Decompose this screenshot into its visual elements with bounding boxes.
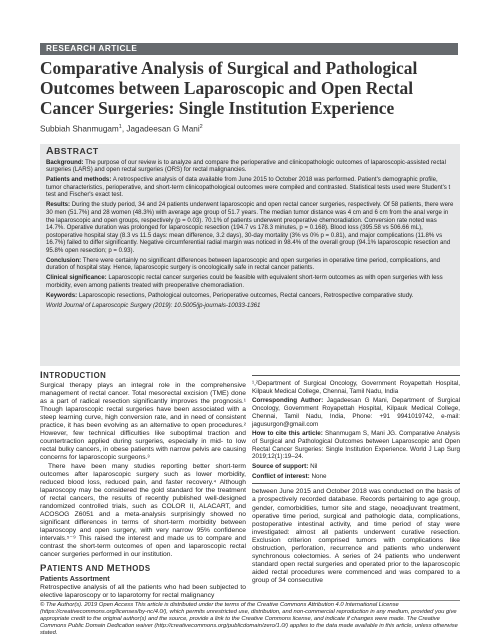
divider	[252, 483, 460, 484]
abstract-results: Results: During the study period, 34 and 24 patients underwent laparoscopic and open rectal cancer surgeries, respectively. Of 58 patients, there were 30 men (51.7%) and 28 women (48.3%) with average age group of 51.7 years. The median tumor distance was 4 cm and 6 cm from the anal verge in the laparoscopic and open groups, respectively (p = 0.03). 70.1% of patients underwent preoperative chemoradiation. Conversion rate noted was 14.7%. Operative duration was prolonged for laparoscopic resection (194.7 vs 178.3 minutes, p = 0.168). Blood loss (395.58 vs 506.66 mL), postoperative hospital stay (8.3 vs 11.5 days: mean difference, 3.2 days), 30-day mortality (3% vs 0% p = 0.81), and major complications (11.8% vs 16.7%) failed to differ significantly. Negative circumferential radial margin was noticed in 98.4% of the overall group (94.1% laparoscopic resection and 95.8% open resection; p = 0.93).	[46, 201, 454, 254]
abstract-clinical-significance: Clinical significance: Laparoscopic rectal cancer surgeries could be feasible with equivalent short-term outcomes as with open surgeries with less morbidity, even among patients treated with preoperative chemoradiation.	[46, 274, 443, 290]
introduction-paragraph: There have been many studies reporting better short-term outcomes after laparoscopic surgery such as lower morbidity, reduced blood loss, reduced pain, and faster recovery.⁴ Although laparoscopy may be considered the gold standard for the treatment of rectal cancers, the results of recently published well-designed randomized controlled trials, such as COLOR II, ALACART, and ACOSOG Z6051 and a meta-analysis surprisingly showed no significant differences in terms of short-term morbidity between laparoscopy and open surgery, with very narrow 95% confidence intervals.⁵⁻⁹ This raised the interest and made us to compare and contrast the short-term outcomes of open and laparoscopic rectal cancer surgeries performed in our institution.	[40, 462, 246, 559]
journal-citation[interactable]: World Journal of Laparoscopic Surgery (2019): 10.5005/jp-journals-10033-1361	[46, 302, 261, 310]
affiliation-note: ¹,²Department of Surgical Oncology, Government Royapettah Hospital, Kilpauk Medical College, Chennai, Tamil Nadu, India	[252, 380, 460, 395]
conflict-of-interest-note: Conflict of interest: None	[252, 472, 327, 480]
section-heading-methods: PATIENTS AND METHODS	[40, 563, 151, 575]
abstract-heading: ABSTRACT	[46, 145, 99, 157]
corresponding-author-note: Corresponding Author: Jagadeesan G Mani, Department of Surgical Oncology, Government Royapettah Hospital, Kilpauk Medical College, Chennai, Tamil Nadu, India, Phone: +91 9941019742, e-mail: jagusurgon@gmail.com	[252, 397, 461, 428]
abstract-keywords: Keywords: Laparoscopic resections, Pathological outcomes, Perioperative outcomes, Rectal cancers, Retrospective comparative study.	[46, 292, 414, 300]
author-name[interactable]: Jagadeesan G Mani	[126, 124, 200, 134]
article-type-banner: RESEARCH ARTICLE	[40, 43, 458, 55]
article-title: Comparative Analysis of Surgical and Pathological Outcomes between Laparoscopic and Open Rectal Cancer Surgeries: Single Institution Experience	[40, 58, 418, 118]
author-list	[40, 124, 203, 134]
abstract-box	[40, 144, 460, 366]
abstract-methods: Patients and methods: A retrospective analysis of data available from June 2015 to October 2018 was performed. Patient's demographic profile, tumor characteristics, perioperative, and short-term clinicopathological outcomes were compiled and contrasted. Statistical tests used were Student's t test and Fischer's exact test.	[46, 176, 451, 199]
left-column	[40, 372, 246, 600]
author-affiliation-mark: 2	[199, 124, 203, 130]
right-column	[252, 372, 460, 585]
source-of-support-note: Source of support: Nil	[252, 463, 318, 471]
abstract-background: Background: The purpose of our review is to analyze and compare the perioperative and clinicopathologic outcomes of laparoscopic-assisted rectal surgeries (LARS) and open rectal surgeries (ORS) for rectal malignancies.	[46, 158, 446, 174]
divider	[252, 375, 460, 376]
license-footer: © The Author(s). 2019 Open Access This article is distributed under the terms of the Creative Commons Attribution 4.0 International License (https://creativecommons.org/licenses/by-nc/4.0/), which permits unrestricted use, distribution, and non-commercial reproduction in any medium, provided you give appropriate credit to the original author(s) and the source, provide a link to the Creative Commons license, and indicate if changes were made. The Creative Commons Public Domain Dedication waiver (http://creativecommons.org/publicdomain/zero/1.0/) applies to the data made available in this article, unless otherwise stated.	[40, 600, 460, 637]
author-affiliation-mark: 1	[118, 124, 122, 130]
introduction-paragraph: Surgical therapy plays an integral role in the comprehensive management of rectal cancer. Total mesorectal excision (TME) done as a part of radical resection significantly improves the prognosis.¹ Though laparoscopic rectal surgeries have been associated with a steep learning curve, high conversion rate, and in need of consistent practice, it has been evolving as an alternative to open procedures.² However, few technical difficulties like suboptimal traction and countertraction applied during surgeries, especially in mid- to low rectal bulky cancers, in obese patients with narrow pelvis are causing concerns for laparoscopic surgeons.³	[40, 382, 246, 462]
methods-continued-paragraph: between June 2015 and October 2018 was conducted on the basis of a prospectively recorded database. Records pertaining to age group, gender, comorbidities, tumor site and stage, neoadjuvant treatment, operative time period, surgical and pathologic data, complications, postoperative intestinal activity, and time period of stay were investigated: almost all patients underwent curative resection. Exclusion criterion comprised tumors with complications like obstruction, perforation, recurrence and patients who underwent synchronous colectomies. A series of 24 patients who underwent standard open rectal surgeries and operated prior to the laparoscopic aided rectal procedures were commenced and was compared to a group of 34 consecutive	[252, 488, 460, 584]
author-separator: ,	[121, 124, 127, 134]
subsection-heading: Patients Assortment	[40, 574, 110, 584]
methods-paragraph: Retrospective analysis of all the patients who had been subjected to elective laparoscopy or to laparotomy for rectal malignancy	[40, 584, 246, 600]
how-to-cite-note: How to cite this article: Shanmugam S, Mani JG. Comparative Analysis of Surgical and Pathological Outcomes between Laparoscopic and Open Rectal Cancer Surgeries: Single Institution Experience. World J Lap Surg 2019;12(1):19–24.	[252, 430, 460, 461]
section-heading-introduction: INTRODUCTION	[40, 370, 107, 381]
abstract-conclusion: Conclusion: There were certainly no significant differences between laparoscopic and open surgeries in operative time period, complications, and duration of hospital stay. Hence, laparoscopic surgery is oncologically safe in rectal cancer patients.	[46, 256, 441, 272]
author-name[interactable]: Subbiah Shanmugam	[40, 124, 119, 134]
